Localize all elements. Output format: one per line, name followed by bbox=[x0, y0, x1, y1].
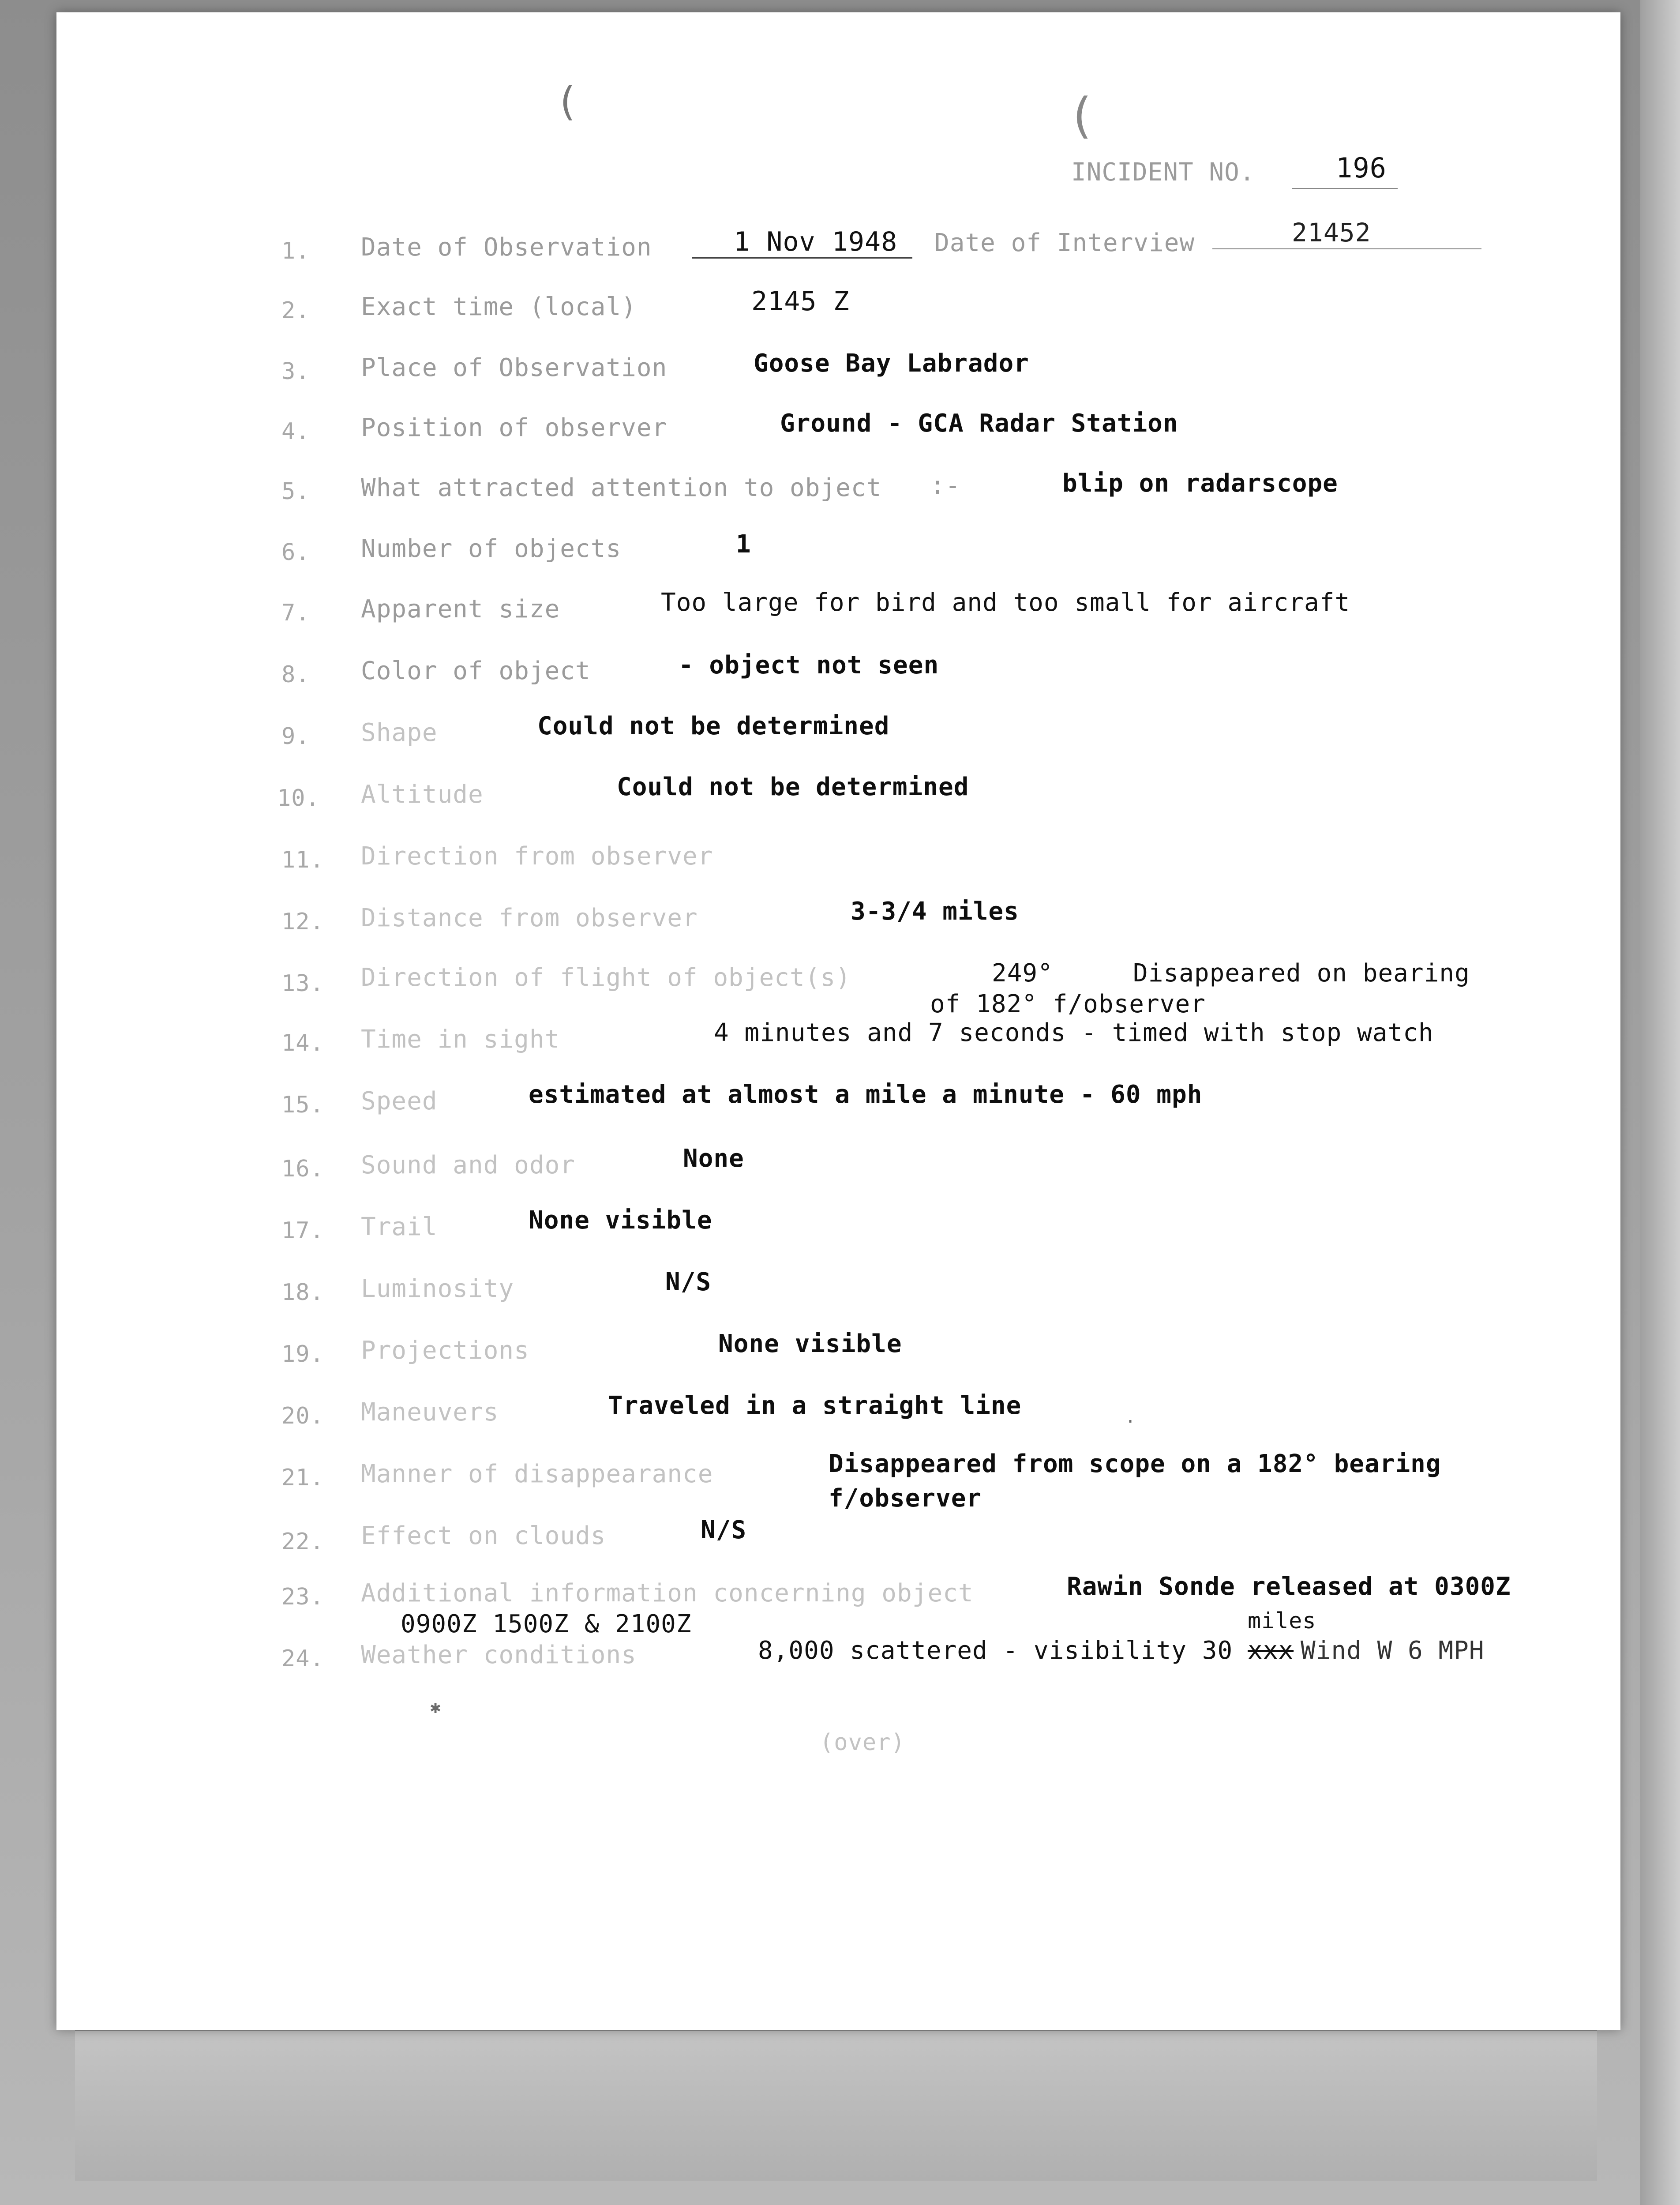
field-label: Projections bbox=[361, 1336, 529, 1365]
field-value: None visible bbox=[529, 1206, 712, 1235]
over-note: (over) bbox=[820, 1729, 905, 1756]
incident-number-underline bbox=[1292, 188, 1398, 189]
interview-value: 21452 bbox=[1292, 218, 1371, 248]
field-value: 249° bbox=[992, 959, 1053, 988]
field-label: Weather conditions bbox=[361, 1641, 637, 1669]
field-label: Speed bbox=[361, 1087, 438, 1116]
field-label: Altitude bbox=[361, 780, 484, 809]
field-number: 8. bbox=[281, 661, 310, 688]
field-number: 18. bbox=[281, 1279, 324, 1306]
field-number: 2. bbox=[281, 297, 310, 324]
field-value: N/S bbox=[701, 1516, 747, 1544]
field-value: Goose Bay Labrador bbox=[754, 349, 1029, 378]
field-value: 8,000 scattered - visibility 30 bbox=[758, 1636, 1233, 1665]
field-label: Place of Observation bbox=[361, 353, 668, 382]
field-number: 20. bbox=[281, 1403, 324, 1429]
field-value-extra: Wind W 6 MPH bbox=[1301, 1636, 1485, 1665]
field-number: 11. bbox=[281, 847, 324, 873]
stray-mark: ( bbox=[555, 79, 579, 125]
field-label: Date of Observation bbox=[361, 233, 652, 262]
field-number: 16. bbox=[281, 1156, 324, 1182]
field-value: None visible bbox=[718, 1330, 902, 1358]
field-number: 23. bbox=[281, 1584, 324, 1610]
field-label: Apparent size bbox=[361, 595, 560, 624]
scan-bottom-strip bbox=[75, 2030, 1597, 2181]
field-value: Traveled in a straight line bbox=[608, 1391, 1022, 1420]
field-number: 3. bbox=[281, 358, 310, 385]
field-value: N/S bbox=[665, 1268, 712, 1296]
field-label: Position of observer bbox=[361, 413, 668, 442]
document-page bbox=[56, 12, 1620, 2030]
date-underline bbox=[692, 257, 912, 259]
field-number: 14. bbox=[281, 1030, 324, 1056]
field-label: Direction from observer bbox=[361, 842, 713, 871]
field-value-above: miles bbox=[1248, 1608, 1316, 1634]
field-number: 7. bbox=[281, 600, 310, 626]
field-label: Maneuvers bbox=[361, 1398, 499, 1427]
field-value-line2: of 182° f/observer bbox=[930, 990, 1206, 1018]
field-label: Additional information concerning object bbox=[361, 1579, 974, 1608]
field-number: 22. bbox=[281, 1529, 324, 1555]
field-number: 9. bbox=[281, 723, 310, 750]
field-number: 24. bbox=[281, 1645, 324, 1672]
field-value-strike: xxx bbox=[1248, 1636, 1294, 1665]
field-value: 1 Nov 1948 bbox=[734, 226, 898, 257]
field-number: 1. bbox=[281, 238, 310, 264]
field-label: Shape bbox=[361, 718, 438, 747]
field-value: Ground - GCA Radar Station bbox=[780, 409, 1178, 438]
field-number: 10. bbox=[277, 785, 320, 811]
field-number: 21. bbox=[281, 1465, 324, 1491]
field-value: - object not seen bbox=[679, 651, 939, 680]
field-label: Direction of flight of object(s) bbox=[361, 963, 851, 992]
field-number: 6. bbox=[281, 539, 310, 566]
field-label: Trail bbox=[361, 1213, 438, 1241]
field-label: Color of object bbox=[361, 657, 591, 685]
field-value: Could not be determined bbox=[617, 773, 969, 801]
field-value-extra: Disappeared on bearing bbox=[1133, 959, 1470, 988]
field-number: 12. bbox=[281, 909, 324, 935]
field-value-line2: f/observer bbox=[829, 1484, 982, 1513]
field-value: Could not be determined bbox=[537, 712, 890, 740]
field-number: 4. bbox=[281, 418, 310, 445]
field-label: Time in sight bbox=[361, 1025, 560, 1054]
stray-mark: ( bbox=[1067, 87, 1096, 144]
field-number: 17. bbox=[281, 1217, 324, 1244]
field-value: 1 bbox=[736, 530, 751, 559]
field-number: 5. bbox=[281, 478, 310, 505]
field-label: Effect on clouds bbox=[361, 1521, 606, 1550]
stray-mark: . bbox=[1125, 1407, 1136, 1427]
field-value: Disappeared from scope on a 182° bearing bbox=[829, 1450, 1441, 1478]
field-label: Number of objects bbox=[361, 534, 622, 563]
field-value: Too large for bird and too small for aircraft bbox=[661, 588, 1350, 617]
field-value-line2: 0900Z 1500Z & 2100Z bbox=[401, 1610, 692, 1638]
field-label: Sound and odor bbox=[361, 1151, 576, 1180]
field-separator: :- bbox=[930, 471, 961, 500]
field-value: 2145 Z bbox=[751, 286, 850, 317]
stray-mark: ✱ bbox=[430, 1697, 441, 1717]
field-value: estimated at almost a mile a minute - 60 mph bbox=[529, 1080, 1203, 1109]
field-value: 4 minutes and 7 seconds - timed with stop watch bbox=[714, 1018, 1434, 1047]
field-label: Exact time (local) bbox=[361, 293, 637, 321]
field-value: 3-3/4 miles bbox=[851, 897, 1019, 926]
interview-label: Date of Interview bbox=[934, 229, 1195, 257]
field-number: 19. bbox=[281, 1341, 324, 1367]
field-number: 13. bbox=[281, 970, 324, 997]
interview-underline bbox=[1212, 248, 1481, 249]
field-value: Rawin Sonde released at 0300Z bbox=[1067, 1572, 1511, 1601]
field-label: Luminosity bbox=[361, 1274, 514, 1303]
field-value: None bbox=[683, 1144, 744, 1173]
field-number: 15. bbox=[281, 1092, 324, 1118]
incident-label: INCIDENT NO. bbox=[1071, 158, 1255, 187]
field-label: Distance from observer bbox=[361, 904, 698, 932]
field-label: Manner of disappearance bbox=[361, 1460, 713, 1488]
field-label: What attracted attention to object bbox=[361, 473, 882, 502]
incident-number: 196 bbox=[1336, 152, 1387, 184]
field-value: blip on radarscope bbox=[1062, 469, 1338, 498]
